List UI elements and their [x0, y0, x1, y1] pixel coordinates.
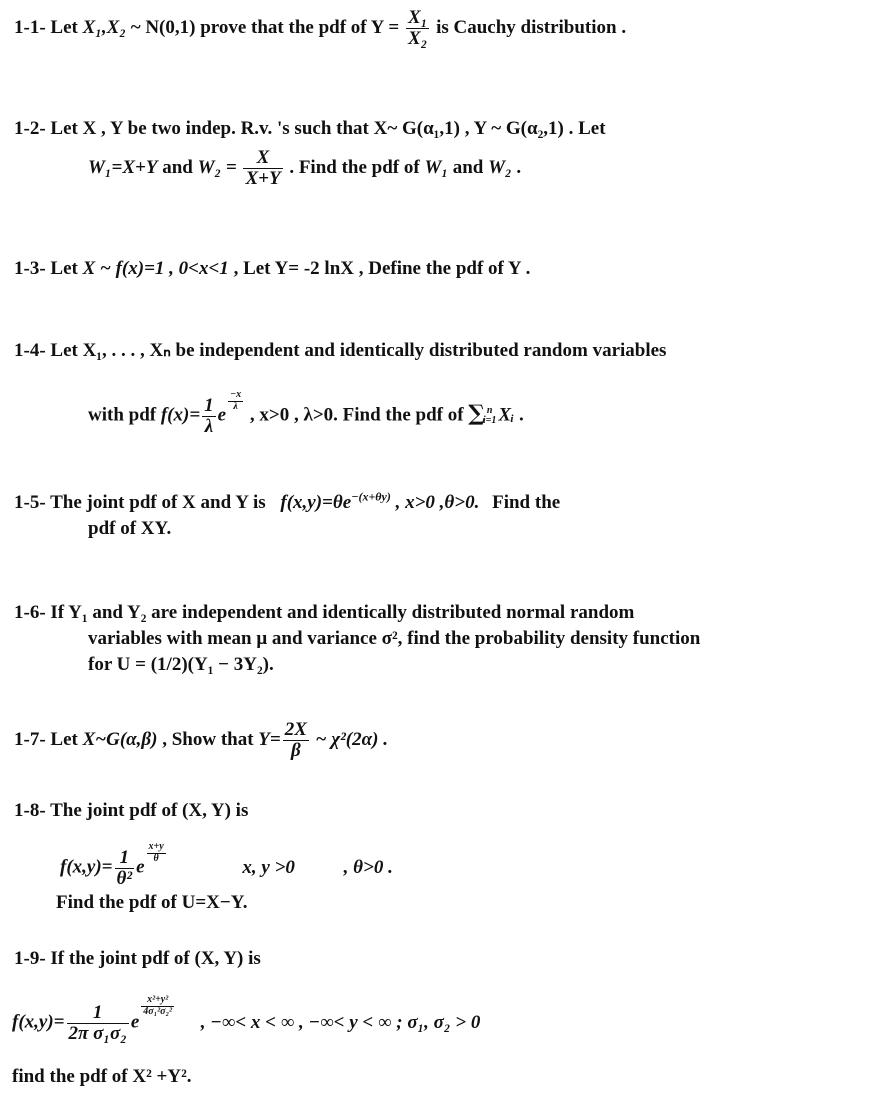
problem-label: 1-6- [14, 602, 46, 623]
problem-1-5: 1-5- The joint pdf of X and Y is $f(x,y)=\theta e^{-(x+\theta y)}$ , x>0 ,θ>0. Find the [14, 489, 561, 513]
exponent-fraction: $\frac{-x}{\lambda}$ [230, 389, 242, 412]
problem-label: 1-5- [14, 492, 46, 513]
problem-1-9: 1-9- If the joint pdf of (X, Y) is [14, 948, 261, 969]
problem-label: 1-8- [14, 800, 46, 821]
problem-1-6: 1-6- If Y₁ and Y₂ are independent and identically distributed normal random [14, 602, 635, 623]
problem-label: 1-3- [14, 258, 46, 279]
problem-1-9-formula: f(x,y)= $\frac{1}{\text{2π σ₁σ₂}}$ e $\frac{\text{x²+y²}}{\text{4σ₁²σ₂²}}$ , −∞< x < ∞ , −∞< y < ∞ ; σ₁, σ₂ > 0 [12, 994, 481, 1044]
fraction: $\frac{\text{X₁}}{\text{X₂}}$ [408, 7, 428, 49]
problem-1-8: 1-8- The joint pdf of (X, Y) is [14, 800, 249, 821]
problem-label: 1-4- [14, 340, 46, 361]
summation-sign: ∑ [468, 400, 485, 427]
problem-1-1: 1-1- Let X₁,X₂ ~ N(0,1) prove that the pdf of Y = $\frac{\text{X₁}}{\text{X₂}}$ is Cauchy distribution . [14, 7, 627, 49]
problem-1-4-line2: with pdf f(x)= $\frac{1}{\lambda}$ e $\frac{-x}{\lambda}$ , x>0 , λ>0. Find the pdf of ∑ n i=1 Xᵢ . [88, 389, 524, 437]
problem-1-6-line3: for U = (1/2)(Y₁ − 3Y₂). [88, 654, 274, 675]
problem-1-8-find: Find the pdf of U=X−Y. [56, 892, 248, 913]
problem-label: 1-2- [14, 118, 46, 139]
problem-1-2: 1-2- Let X , Y be two indep. R.v. 's such that X~ G(α₁,1) , Y ~ G(α₂,1) . Let [14, 118, 606, 139]
exponent-fraction: $\frac{x+y}{\theta}$ [148, 841, 164, 864]
fraction: $\frac{1}{\lambda}$ [204, 394, 214, 437]
problem-label: 1-1- [14, 16, 46, 38]
problem-1-6-line2: variables with mean μ and variance σ², find the probability density function [88, 628, 701, 649]
problem-1-9-find: find the pdf of X² +Y². [12, 1066, 192, 1087]
problem-label: 1-7- [14, 728, 46, 750]
problem-1-7: 1-7- Let X~G(α,β) , Show that Y= $\frac{2X}{\beta}$ ~ χ²(2α) . [14, 719, 388, 761]
fraction: $\frac{2X}{\beta}$ [284, 719, 307, 761]
problem-1-8-formula: f(x,y)= $\frac{1}{\text{θ²}}$ e $\frac{x+y}{\theta}$ x, y >0 , θ>0 . [60, 841, 393, 889]
problem-1-3: 1-3- Let X ~ f(x)=1 , 0<x<1 , Let Y= -2 lnX , Define the pdf of Y . [14, 258, 531, 279]
fraction: $\frac{1}{\text{θ²}}$ [116, 846, 133, 889]
problem-1-4: 1-4- Let X₁, . . . , Xₙ be independent and identically distributed random variables [14, 340, 667, 361]
problem-1-2-line2: W₁=X+Y and W₂ = $\frac{X}{X+Y}$ . Find the pdf of W₁ and W₂ . [88, 147, 522, 189]
problem-label: 1-9- [14, 948, 46, 969]
exponent-fraction: $\frac{\text{x²+y²}}{\text{4σ₁²σ₂²}}$ [143, 994, 173, 1017]
problem-1-5-line2: pdf of XY. [88, 518, 172, 539]
fraction: $\frac{X}{X+Y}$ [245, 147, 281, 189]
summation-limits: n i=1 [482, 404, 497, 427]
fraction: $\frac{1}{\text{2π σ₁σ₂}}$ [68, 1001, 127, 1044]
